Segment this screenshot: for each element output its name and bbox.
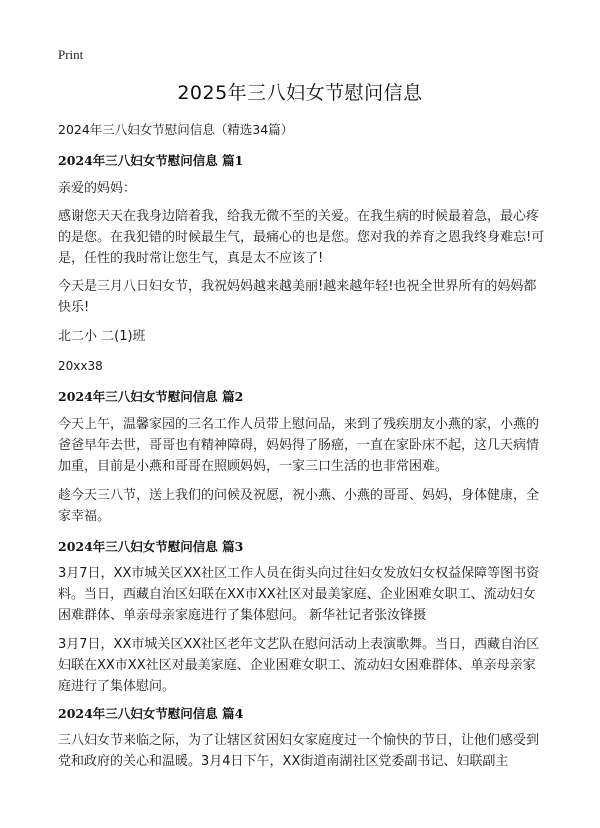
page-title: 2025年三八妇女节慰问信息 — [177, 82, 423, 104]
paragraph-3-2: 3月7日，XX市城关区XX社区老年文艺队在慰问活动上表演歌舞。当日，西藏自治区妇联在XX市XX社区对最美家庭、企业困难女职工、流动妇女困难群体、单亲母亲家庭进行了集体慰问。 — [58, 637, 540, 694]
signature-class: 北二小 二(1)班 — [58, 329, 146, 344]
section-heading-1: 2024年三八妇女节慰问信息 篇1 — [58, 153, 244, 168]
paragraph-1-3: 今天是三月八日妇女节，我祝妈妈越来越美丽!越来越年轻!也祝全世界所有的妈妈都快乐! — [58, 279, 537, 315]
paragraph-3-1: 3月7日，XX市城关区XX社区工作人员在街头向过往妇女发放妇女权益保障等图书资料。当日，西藏自治区妇联在XX市XX社区对最美家庭、企业困难女职工、流动妇女困难群体、单亲母亲家庭进行了集体慰问。 新华社记者张汝锋摄 — [58, 566, 540, 623]
paragraph-2-2: 趁今天三八节，送上我们的问候及祝愿，祝小燕、小燕的哥哥、妈妈，身体健康，全家幸福。 — [58, 488, 540, 524]
paragraph-1-2: 感谢您天天在我身边陪着我，给我无微不至的关爱。在我生病的时候最着急，最心疼的是您。在我犯错的时候最生气，最痛心的也是您。您对我的养育之恩我终身难忘!可是，任性的我时常让您生气，真是太不应该了! — [58, 209, 545, 266]
print-label[interactable]: Print — [58, 47, 84, 62]
section-heading-2: 2024年三八妇女节慰问信息 篇2 — [58, 389, 244, 404]
intro-line: 2024年三八妇女节慰问信息（精选34篇） — [58, 122, 294, 137]
paragraph-4-1: 三八妇女节来临之际，为了让辖区贫困妇女家庭度过一个愉快的节日，让他们感受到党和政府的关心和温暖。3月4日下午，XX街道南湖社区党委副书记、妇联副主 — [58, 733, 540, 769]
paragraph-2-1: 今天上午，温馨家园的三名工作人员带上慰问品，来到了残疾朋友小燕的家，小燕的爸爸早年去世，哥哥也有精神障碍，妈妈得了肠癌，一直在家卧床不起，这几天病情加重，目前是小燕和哥哥在照顾妈妈，一家三口生活的也非常困难。 — [58, 417, 540, 474]
section-heading-4: 2024年三八妇女节慰问信息 篇4 — [58, 706, 244, 721]
signature-date: 20xx38 — [58, 359, 103, 373]
section-heading-3: 2024年三八妇女节慰问信息 篇3 — [58, 539, 244, 554]
paragraph-1-1: 亲爱的妈妈： — [58, 181, 137, 196]
